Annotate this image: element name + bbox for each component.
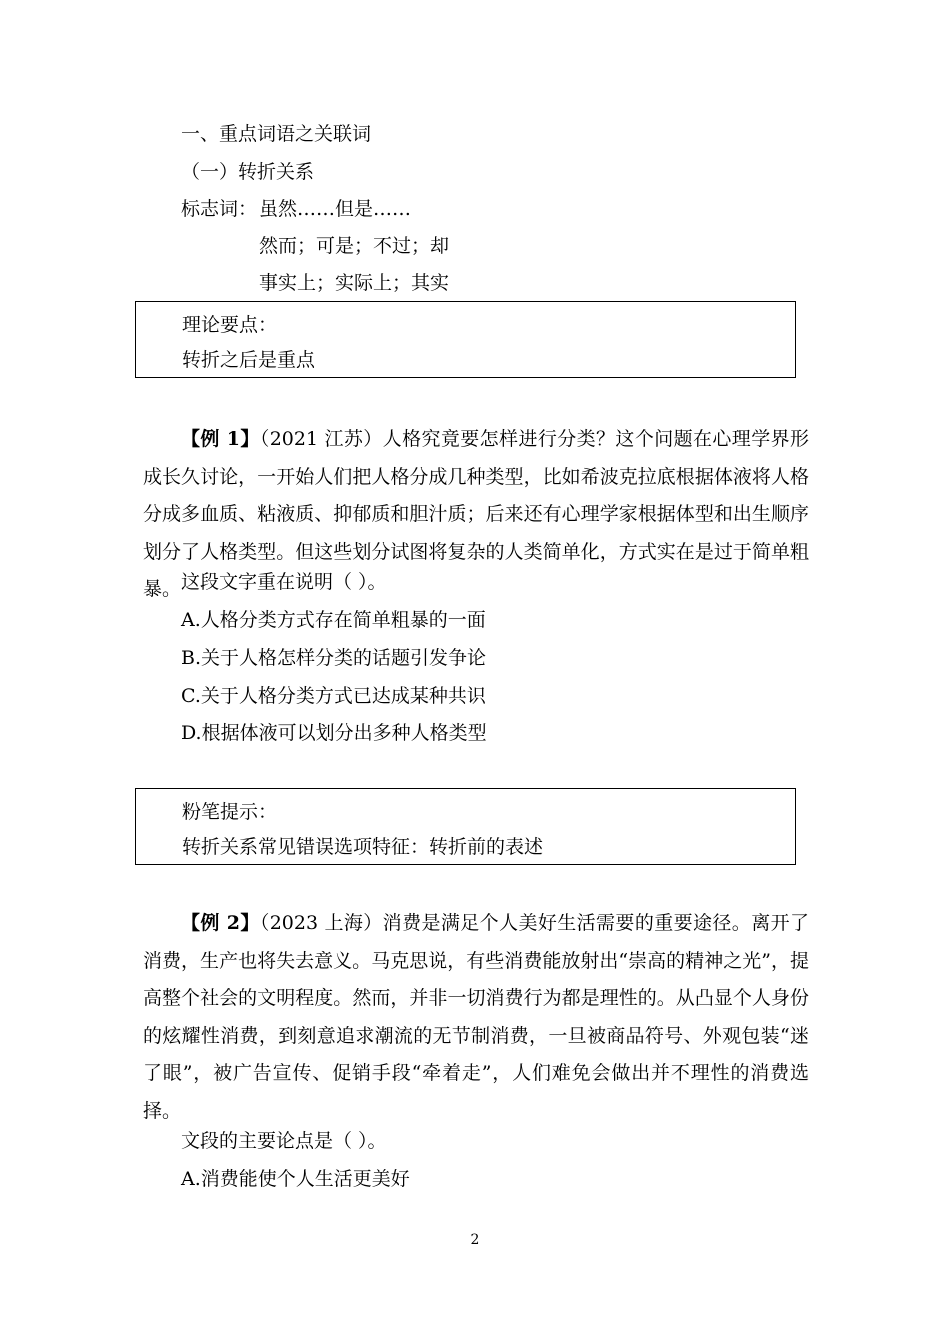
example-1-tag: 【例 1】 <box>181 428 260 450</box>
page-number: 2 <box>470 1232 480 1248</box>
marker-label: 标志词： <box>181 198 258 220</box>
example-2-tag: 【例 2】 <box>181 912 260 934</box>
example-1-body: （2021 江苏）人格究竟要怎样进行分类？这个问题在心理学界形成长久讨论，一开始人们把人格分成几种类型，比如希波克拉底根据体液将人格分成多血质、粘液质、抑郁质和胆汁质；后来还有心理学家根据体型和出生顺序划分了人格类型。但这些划分试图将复杂的人类简单化，方式实在是过于简单粗暴。 <box>143 428 809 600</box>
theory-box-content: 转折之后是重点 <box>182 349 316 371</box>
section-subheading: （一）转折关系 <box>181 161 315 183</box>
marker-line-1: 虽然……但是…… <box>259 198 412 220</box>
theory-box <box>135 301 796 378</box>
hint-box <box>135 788 796 865</box>
hint-box-content: 转折关系常见错误选项特征：转折前的表述 <box>182 836 544 858</box>
marker-line-2: 然而；可是；不过；却 <box>259 235 450 257</box>
example-2-question: 文段的主要论点是（ ）。 <box>181 1130 387 1152</box>
marker-line-3: 事实上；实际上；其实 <box>259 272 450 294</box>
example-1-option-c: C.关于人格分类方式已达成某种共识 <box>181 685 486 707</box>
example-1-option-a: A.人格分类方式存在简单粗暴的一面 <box>181 609 486 631</box>
example-2-paragraph <box>143 905 809 1130</box>
section-heading: 一、重点词语之关联词 <box>181 123 372 145</box>
example-1-question: 这段文字重在说明（ ）。 <box>181 571 387 593</box>
example-1-option-d: D.根据体液可以划分出多种人格类型 <box>181 722 487 744</box>
example-2-option-a: A.消费能使个人生活更美好 <box>181 1168 410 1190</box>
example-2-body: （2023 上海）消费是满足个人美好生活需要的重要途径。离开了消费，生产也将失去意义。马克思说，有些消费能放射出“崇高的精神之光”，提高整个社会的文明程度。然而，并非一切消费行为都是理性的。从凸显个人身份的炫耀性消费，到刻意追求潮流的无节制消费，一旦被商品符号、外观包装“迷了眼”，被广告宣传、促销手段“牵着走”，人们难免会做出并不理性的消费选择。 <box>143 912 809 1122</box>
theory-box-title: 理论要点： <box>182 314 278 336</box>
example-1-option-b: B.关于人格怎样分类的话题引发争论 <box>181 647 487 669</box>
hint-box-title: 粉笔提示： <box>182 801 278 823</box>
